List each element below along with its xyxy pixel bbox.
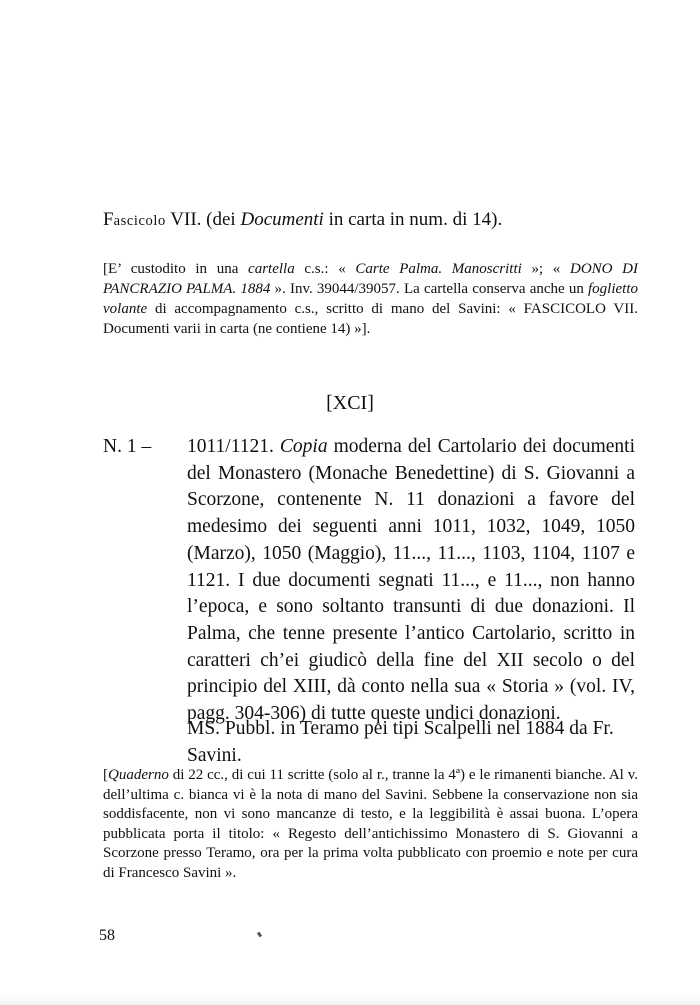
quaderno-note-italic: Quaderno <box>108 767 169 783</box>
quaderno-note-bracket: [ <box>103 767 108 783</box>
custody-note-text-5: di accompagnamento c.s., scritto di mano del Savini: « FASCICOLO VII. Documenti varii in carta (ne contiene 14) »]. <box>103 301 638 337</box>
heading-italic: Documenti <box>240 209 324 230</box>
custody-note-italic-3: DONO DI PANCRAZIO PALMA. 1884 <box>103 261 638 297</box>
custody-note-text-4: ». Inv. 39044/39057. La cartella conserva anche un <box>270 281 588 297</box>
heading-smallcaps-rest: ascicolo <box>113 213 166 229</box>
custody-note-text-2: c.s.: « <box>294 261 356 277</box>
custody-note-italic-1: cartella <box>248 261 295 277</box>
custody-note-text-3: »; « <box>521 261 570 277</box>
quaderno-note-text: di 22 cc., di cui 11 scritte (solo al r., tranne la 4ª) e le rimanenti bianche. Al v. dell’ultima c. bianca vi è la nota di mano del Savini. Sebbene la conservazione non sia soddisfacente, non vi sono mancanze di testo, e la leggibilità è assai buona. L’opera pubblicata porta il titolo: « Regesto dell’antichissimo Monastero di S. Giovanni a Scorzone presso Teramo, ora per la prima volta pubblicato con proemio e note per cura di Francesco Savini ». <box>103 767 638 881</box>
page-bottom-edge <box>0 995 700 1005</box>
entry-number: N. 1 – <box>103 436 152 457</box>
custody-note-text-1: [E’ custodito in una <box>103 261 249 277</box>
heading-text-2: in carta in num. di 14). <box>323 209 503 230</box>
entry-italic-copia: Copia <box>279 436 328 457</box>
fascicle-heading <box>103 208 663 233</box>
section-title: [XCI] <box>326 392 374 414</box>
entry-description <box>187 434 635 728</box>
ink-speck <box>257 932 262 938</box>
page-number: 58 <box>99 927 115 944</box>
custody-note-italic-4: foglietto volante <box>103 281 638 317</box>
quaderno-note <box>103 766 638 884</box>
entry-date-range: 1011/1121. <box>187 436 280 457</box>
heading-smallcaps-initial: F <box>103 209 114 230</box>
entry-text: moderna del Cartolario dei documenti del Monastero (Monache Benedettine) di S. Giovanni a Scorzone, contenente N. 11 donazioni a favore del medesimo dei seguenti anni 1011, 1032, 1049, 1050 (Marzo), 1050 (Maggio), 11..., 11..., 1103, 1104, 1107 e 1121. I due documenti segnati 11..., e 11..., non hanno l’epoca, e sono soltanto transunti di due donazioni. Il Palma, che tenne presente l’antico Cartolario, scritto in caratteri ch’ei giudicò della fine del XII secolo o del principio del XIII, dà conto nella sua « Storia » (vol. IV, pagg. 304-306) di tutte queste undici donazioni. <box>187 436 635 725</box>
entry-publication-line: MS. Pubbl. in Teramo pei tipi Scalpelli nel 1884 da Fr. Savini. <box>187 718 614 766</box>
custody-note <box>103 259 638 339</box>
heading-text-1: VII. (dei <box>165 209 241 230</box>
custody-note-italic-2: Carte Palma. Manoscritti <box>355 261 522 277</box>
